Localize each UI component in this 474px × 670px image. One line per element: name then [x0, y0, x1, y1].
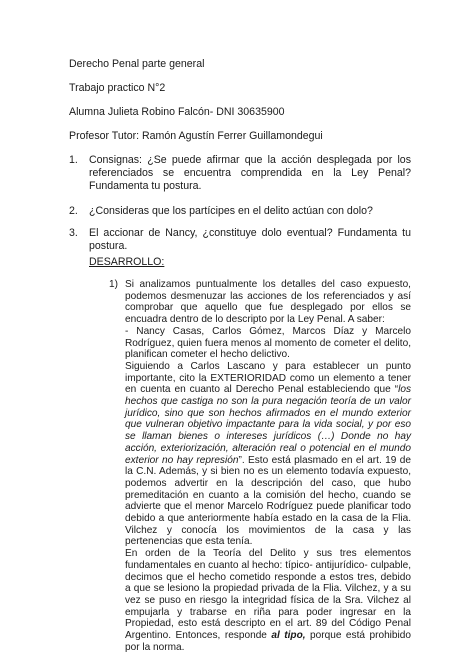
paragraph-exterioridad: [125, 361, 411, 548]
paragraph-text: porque está prohibido por la norma.: [125, 630, 412, 653]
question-text: Consignas: ¿Se puede afirmar que la acción desplegada por los referenciados se encuentra comprendida en la Ley Penal? Fundamenta tu postura.: [89, 154, 411, 192]
document-title: Derecho Penal parte general: [69, 58, 205, 70]
paragraph-text: En orden de la Teoría del Delito y sus tres elementos fundamentales en cuanto al hecho: típico- antijurídico- culpable, decimos que el hecho cometido responde a estos tres, debido a que se lesiono la propiedad privada de la Flia. Vilchez, y a su vez se puso en riesgo la integridad física de la Sra. Vilchez al empujarla y trabarse en riña para poder ingresar en la Propiedad, esto está descripto en el art. 89 del Código Penal Argentino. Entonces, responde: [125, 548, 411, 642]
question-number: 3.: [69, 227, 78, 239]
question-number: 2.: [69, 205, 78, 217]
paragraph-text: ”. Esto está plasmado en el art. 19 de la C.N. Además, y si bien no es un elemento todavía expuesto, podemos advertir en la descripción del caso, que hubo premeditación en cuanto a la comisión del hecho, cuando se advierte que el menor Marcelo Rodríguez puede planificar todo debido a que anteriormente había estado en la casa de la Flia. Vilchez y conocía los movimientos de la casa y las pertenencias que esta tenía.: [125, 454, 412, 548]
question-3: [69, 227, 411, 253]
question-number: 1.: [69, 154, 78, 166]
section-heading: DESARROLLO:: [89, 256, 165, 268]
paragraph-participants: - Nancy Casas, Carlos Gómez, Marcos Díaz y Marcelo Rodríguez, quien fuera menos al momento de cometer el delito, planifican cometer el hecho delictivo.: [125, 325, 411, 361]
quote-text: los hechos que castiga no son la pura negación teoría de un valor jurídico, sino que son hechos afirmados en el mundo exterior que vulneran objetivo impactante para la vida social, y por eso se llaman bienes o intereses jurídicos (…) Donde no hay acción, exteriorización, alteración real o potencial en el mundo exterior no hay represión: [125, 384, 411, 466]
assignment-label: Trabajo practico N°2: [69, 82, 166, 94]
answer-number: 1): [109, 279, 118, 290]
question-1: [69, 154, 411, 193]
paragraph-text: Siguiendo a Carlos Lascano y para establecer un punto importante, cito la EXTERIORIDAD como un elemento a tener en cuenta en cuanto al Derecho Penal estableciendo que “: [125, 360, 411, 396]
emphasis-text: al tipo,: [271, 630, 306, 642]
question-text: ¿Consideras que los partícipes en el delito actúan con dolo?: [89, 205, 373, 217]
paragraph-intro: Si analizamos puntualmente los detalles del caso expuesto, podemos desmenuzar las acciones de los referenciados y así comprobar que aquello que fue desplegado por ellos se encuadra dentro de lo descripto por la Ley Penal. A saber:: [125, 279, 411, 326]
question-2: [69, 205, 411, 218]
professor-name: Profesor Tutor: Ramón Agustín Ferrer Guillamondegui: [69, 130, 323, 142]
paragraph-teoria-delito: [125, 548, 411, 653]
answer-1: [109, 279, 411, 654]
student-name: Alumna Julieta Robino Falcón- DNI 30635900: [69, 106, 285, 118]
question-text: El accionar de Nancy, ¿constituye dolo eventual? Fundamenta tu postura.: [89, 227, 411, 252]
